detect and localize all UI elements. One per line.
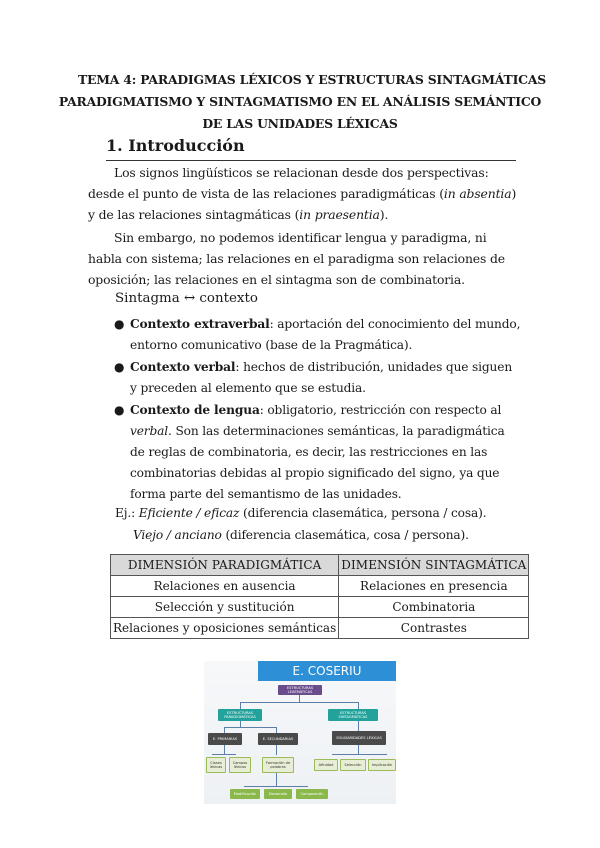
node-implicacion: Implicación	[368, 759, 396, 771]
table-cell: Relaciones en ausencia	[111, 576, 339, 597]
table-row	[111, 597, 529, 618]
node-clases: Clases léxicas	[206, 757, 226, 773]
coseriu-diagram	[204, 661, 396, 804]
sintagma-line: Sintagma ↔ contexto	[115, 291, 258, 306]
list-item: ● Contexto de lengua: obligatorio, restricción con respecto al verbal. Son las determinaciones semánticas, la paradigmática de reglas de combinatoria, es decir, las restricciones en las combinatorias debidas al propio significado del signo, ya que forma parte del semantismo de las unidades.	[108, 400, 522, 505]
bullet-icon: ●	[114, 403, 125, 417]
table-header: DIMENSIÓN SINTAGMÁTICA	[339, 555, 529, 576]
list-item: ● Contexto extraverbal: aportación del conocimiento del mundo, entorno comunicativo (base de la Pragmática).	[108, 314, 522, 356]
table-cell: Combinatoria	[339, 597, 529, 618]
table-cell: Relaciones en presencia	[339, 576, 529, 597]
example-2: Viejo / anciano (diferencia clasemática, cosa / persona).	[133, 528, 469, 542]
table-cell: Relaciones y oposiciones semánticas	[111, 618, 339, 639]
bullet-icon: ●	[114, 317, 125, 331]
node-campos: Campos léxicos	[229, 757, 251, 773]
example-1: Ej.: Eficiente / eficaz (diferencia clasemática, persona / cosa).	[115, 506, 487, 520]
node-root: ESTRUCTURAS LEXEMÁTICAS	[278, 685, 322, 695]
node-desarrollo: Desarrollo	[264, 789, 292, 799]
paragraph-2: Sin embargo, no podemos identificar lengua y paradigma, ni habla con sistema; las relaciones en el paradigma son relaciones de oposición; las relaciones en el sintagma son de combinatoria.	[88, 230, 505, 287]
node-primarias: E. PRIMARIAS	[208, 733, 242, 745]
node-sintagmaticas: ESTRUCTURAS SINTAGMÁTICAS	[328, 709, 378, 721]
table-cell: Contrastes	[339, 618, 529, 639]
node-modificacion: Modificación	[230, 789, 260, 799]
table-header-row	[111, 555, 529, 576]
table-row	[111, 618, 529, 639]
list-item: ● Contexto verbal: hechos de distribución, unidades que siguen y preceden al elemento que se estudia.	[108, 357, 522, 399]
title-line-2: PARADIGMATISMO Y SINTAGMATISMO EN EL ANÁLISIS SEMÁNTICO	[58, 94, 542, 109]
table-header: DIMENSIÓN PARADIGMÁTICA	[111, 555, 339, 576]
node-seleccion: Selección	[340, 759, 366, 771]
node-afinidad: Afinidad	[314, 759, 338, 771]
node-paradigmaticas: ESTRUCTURAS PARADIGMÁTICAS	[218, 709, 262, 721]
context-list	[108, 314, 522, 506]
section-heading: 1. Introducción	[106, 136, 245, 155]
node-secundarias: E. SECUNDARIAS	[258, 733, 298, 745]
node-composicion: Composición	[296, 789, 328, 799]
diagram-banner: E. COSERIU	[258, 661, 396, 681]
bullet-icon: ●	[114, 360, 125, 374]
title-line-1: TEMA 4: PARADIGMAS LÉXICOS Y ESTRUCTURAS SINTAGMÁTICAS	[78, 72, 546, 87]
heading-rule	[106, 160, 516, 161]
node-solidaridades: SOLIDARIDADES LÉXICAS	[332, 731, 386, 745]
table-cell: Selección y sustitución	[111, 597, 339, 618]
comparison-table	[110, 554, 529, 639]
title-line-3: DE LAS UNIDADES LÉXICAS	[202, 116, 398, 131]
paragraph-1: Los signos lingüísticos se relacionan desde dos perspectivas: desde el punto de vista de las relaciones paradigmáticas (in absentia) y de las relaciones sintagmáticas (in praesentia).	[88, 165, 517, 222]
node-formacion: Formación de palabras	[262, 757, 294, 773]
table-row	[111, 576, 529, 597]
